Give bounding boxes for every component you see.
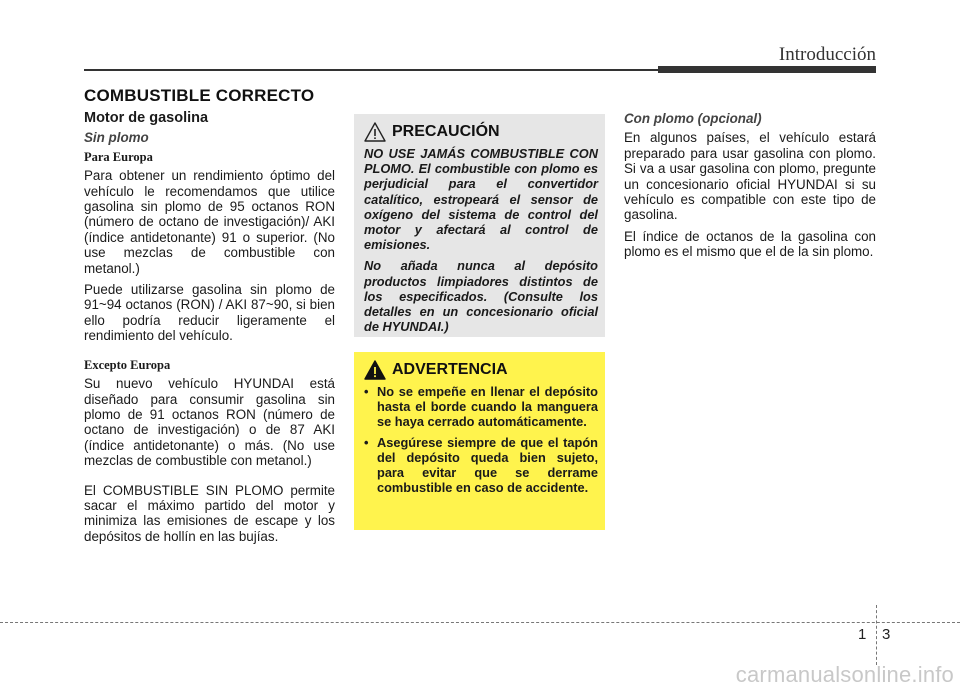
warning-box [354, 352, 605, 530]
warning-header [364, 360, 598, 380]
caution-triangle-icon [364, 122, 386, 142]
caution-paragraph-1: NO USE JAMÁS COMBUSTIBLE CON PLOMO. El combustible con plomo es perjudicial para el convertidor catalítico, estropeará el sensor de oxígeno del sistema de control del motor y afectará al control de emisiones. [364, 146, 598, 253]
caution-box [354, 114, 605, 337]
europe-label: Para Europa [84, 149, 153, 164]
header-rule-accent [658, 66, 876, 73]
column-left [84, 111, 335, 550]
page-number-divider [876, 605, 877, 665]
warning-triangle-icon [364, 360, 386, 380]
europe-paragraph-1: Para obtener un rendimiento óptimo del vehículo le recomendamos que utilice gasolina sin plomo de 95 octanos RON (número de octano de investigación)/ AKI (índice antidetonante) 91 o superior. (No use mezclas de combustible con metanol.) [84, 168, 335, 276]
caution-title: PRECAUCIÓN [392, 123, 500, 140]
except-europe-label: Excepto Europa [84, 357, 171, 372]
leaded-paragraph-2: El índice de octanos de la gasolina con plomo es el mismo que el de la sin plomo. [624, 228, 876, 260]
column-right [624, 111, 876, 266]
except-europe-paragraph-1: Su nuevo vehículo HYUNDAI está diseñado para consumir gasolina sin plomo de 91 octanos RON (número de octano de investigación) o de 87 AKI (índice antidetonante) o más. (No use mezclas de combustible con metanol.) [84, 376, 335, 469]
except-europe-paragraph-2: El COMBUSTIBLE SIN PLOMO permite sacar el máximo partido del motor y minimiza las emisiones de escape y los depósitos de hollín en las bujías. [84, 482, 335, 544]
warning-title: ADVERTENCIA [392, 361, 508, 378]
europe-paragraph-2: Puede utilizarse gasolina sin plomo de 91~94 octanos (RON) / AKI 87~90, si bien ello podría reducir ligeramente el rendimiento del vehículo. [84, 282, 335, 344]
chapter-number: 1 [858, 626, 867, 643]
unleaded-subheading: Sin plomo [84, 130, 149, 146]
warning-item: • No se empeñe en llenar el depósito hasta el borde cuando la manguera se haya cerrado automáticamente. [364, 384, 598, 430]
warning-list [364, 384, 598, 495]
engine-heading: Motor de gasolina [84, 110, 209, 126]
leaded-subheading: Con plomo (opcional) [624, 111, 762, 126]
watermark: carmanualsonline.info [735, 662, 954, 687]
caution-header [364, 122, 598, 142]
leaded-paragraph-1: En algunos países, el vehículo estará preparado para usar gasolina con plomo. Si va a usar gasolina con plomo, pregunte un concesionario oficial HYUNDAI si su vehículo es compatible con este tipo de gasolina. [624, 130, 876, 223]
warning-item: • Asegúrese siempre de que el tapón del depósito queda bien sujeto, para evitar que se derrame combustible en caso de accidente. [364, 434, 598, 496]
header-title: Introducción [778, 44, 876, 65]
caution-paragraph-2: No añada nunca al depósito productos limpiadores distintos de los especificados. (Consulte los detalles en un concesionario oficial de HYUNDAI.) [364, 258, 598, 335]
footer-rule [0, 622, 960, 623]
page-number: 3 [882, 626, 891, 643]
section-title: COMBUSTIBLE CORRECTO [84, 86, 315, 105]
